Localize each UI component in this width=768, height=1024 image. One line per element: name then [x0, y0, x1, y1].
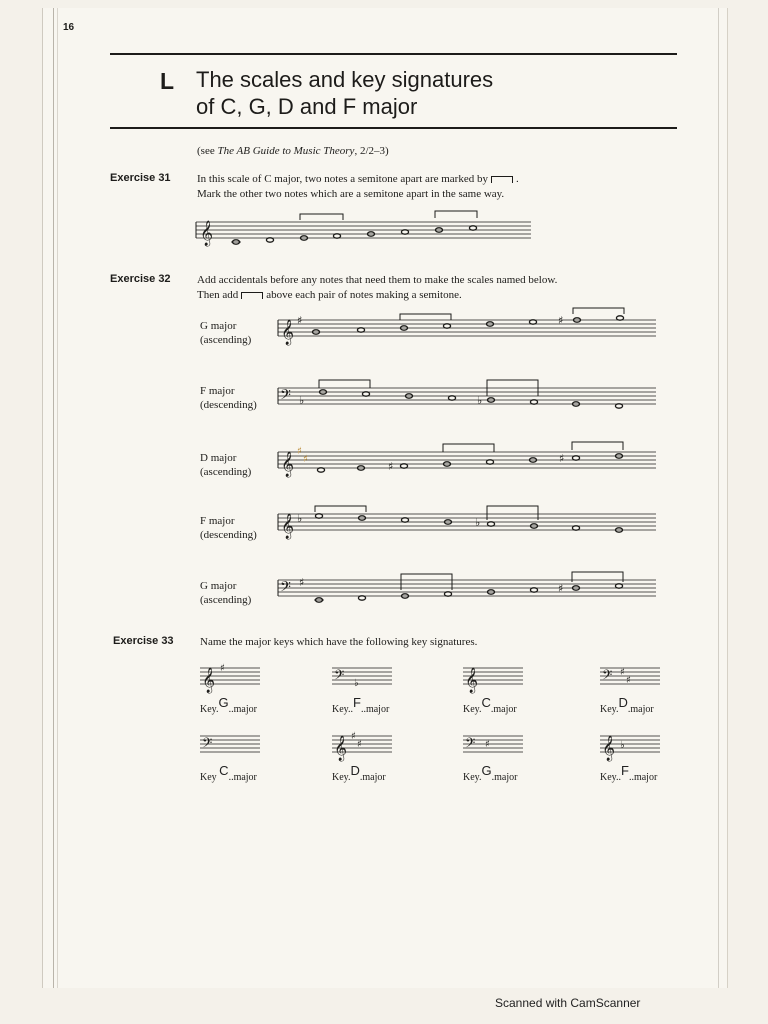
exercise-32-line2 — [197, 288, 557, 303]
pencil-sharp-icon: ♯ — [297, 446, 302, 457]
treble-clef-icon: 𝄞 — [465, 668, 479, 693]
key-suffix: major — [493, 704, 517, 715]
scale-label — [200, 319, 251, 347]
exercise-31-staff — [196, 206, 536, 252]
key-suffix: major — [233, 772, 257, 783]
svg-text:♯: ♯ — [558, 582, 564, 595]
key-signature-item — [200, 662, 300, 722]
title-rule — [110, 127, 677, 129]
key-answer-line: Key.G.major — [463, 763, 518, 783]
exercise-32-line2-text: Then add — [197, 289, 239, 301]
exercise-32-label: Exercise 32 — [110, 273, 171, 285]
reference-suffix: , 2/2–3) — [354, 145, 389, 157]
bass-clef-icon: 𝄢 — [280, 387, 291, 407]
key-answer: F — [621, 763, 629, 778]
flat-icon: ♭ — [299, 394, 305, 407]
exercise-31-line1-text: In this scale of C major, two notes a semitone apart are marked by — [197, 173, 488, 185]
key-signature-staff — [600, 662, 664, 698]
scale-key: F major — [200, 515, 235, 527]
scale-direction: (ascending) — [200, 466, 252, 478]
treble-clef-icon: 𝄞 — [202, 668, 216, 693]
reference-line — [197, 145, 389, 157]
bass-clef-icon: 𝄢 — [465, 735, 476, 754]
key-answer: C — [481, 695, 491, 710]
key-suffix: major — [633, 772, 658, 783]
key-signature-staff — [200, 730, 264, 766]
flat-icon: ♭ — [620, 740, 625, 751]
treble-clef-icon: 𝄞 — [334, 736, 348, 761]
key-signature-item — [463, 662, 563, 722]
key-signature-item — [600, 730, 700, 790]
key-signature-staff — [600, 730, 664, 766]
scale-key: G major — [200, 580, 237, 592]
page-title — [196, 66, 493, 120]
scale-key: F major — [200, 385, 235, 397]
exercise-31-line1 — [197, 172, 519, 187]
key-prefix: Key — [600, 704, 617, 715]
key-answer-line: Key.G..major — [200, 695, 257, 715]
section-letter: L — [160, 68, 175, 94]
scanner-watermark: Scanned with CamScanner — [495, 996, 641, 1010]
sharp-icon: ♯ — [220, 663, 225, 674]
scale-direction: (descending) — [200, 399, 257, 411]
key-suffix: major — [365, 704, 390, 715]
treble-clef-icon: 𝄞 — [200, 221, 214, 246]
staff-lines — [196, 222, 531, 238]
page-title-line2: of C, G, D and F major — [196, 94, 418, 119]
scale-key: D major — [200, 452, 237, 464]
key-suffix: major — [362, 772, 386, 783]
sharp-icon: ♯ — [620, 667, 625, 678]
key-answer: C — [219, 763, 229, 778]
flat-icon: ♭ — [297, 512, 303, 525]
sharp-icon: ♯ — [351, 731, 356, 742]
reference-book: The AB Guide to Music Theory — [217, 145, 355, 157]
exercise-32-instructions — [197, 273, 557, 303]
svg-text:♯: ♯ — [559, 452, 565, 465]
key-prefix: Key — [332, 704, 349, 715]
page-edge-line — [718, 8, 719, 988]
key-answer-line: Key.D.major — [600, 695, 654, 715]
page-number: 16 — [63, 22, 75, 33]
sharp-icon: ♯ — [626, 675, 631, 686]
scale-key: G major — [200, 320, 237, 332]
bass-clef-icon: 𝄢 — [602, 667, 613, 686]
key-prefix: Key — [200, 704, 217, 715]
note-d — [266, 238, 273, 242]
f-major-descending-treble-staff — [278, 498, 660, 544]
key-prefix: Key — [332, 772, 349, 783]
scale-label — [200, 514, 257, 542]
key-answer: D — [350, 763, 360, 778]
key-answer: D — [618, 695, 628, 710]
key-prefix: Key — [463, 704, 480, 715]
treble-clef-icon: 𝄞 — [602, 736, 616, 761]
page-title-line1: The scales and key signatures — [196, 67, 494, 92]
f-major-descending-bass-staff — [278, 370, 660, 416]
note-f — [333, 234, 340, 238]
treble-clef-icon: 𝄞 — [281, 320, 295, 345]
flat-icon: ♭ — [477, 394, 483, 407]
key-signature-staff — [463, 662, 527, 698]
scale-direction: (ascending) — [200, 334, 252, 346]
reference-prefix: (see — [197, 145, 218, 157]
key-answer: G — [481, 763, 492, 778]
exercise-32-line1: Add accidentals before any notes that need them to make the scales named below. — [197, 274, 558, 286]
key-answer-line: Key..F..major — [332, 695, 390, 715]
key-signature-staff — [200, 662, 264, 698]
semitone-bracket-icon — [491, 176, 513, 183]
semitone-bracket-icon — [241, 292, 263, 299]
scale-direction: (ascending) — [200, 594, 252, 606]
key-signature-staff — [332, 662, 396, 698]
key-signature-item — [200, 730, 300, 790]
sharp-icon: ♯ — [558, 314, 564, 327]
bass-clef-icon: 𝄢 — [334, 667, 345, 686]
scale-direction: (descending) — [200, 529, 257, 541]
scale-label — [200, 451, 251, 479]
bass-clef-icon: 𝄢 — [280, 579, 291, 599]
scale-label — [200, 384, 257, 412]
bass-clef-icon: 𝄢 — [202, 735, 213, 754]
key-answer-line: Key..F..major — [600, 763, 658, 783]
exercise-31-label: Exercise 31 — [110, 172, 171, 184]
semitone-brackets — [300, 211, 477, 220]
key-prefix: Key — [600, 772, 617, 783]
key-signature-item — [463, 730, 563, 790]
treble-clef-icon: 𝄞 — [281, 514, 295, 539]
d-major-ascending-staff — [278, 436, 660, 482]
svg-text:♯: ♯ — [388, 460, 394, 473]
key-suffix: major — [494, 772, 518, 783]
key-answer: F — [353, 695, 361, 710]
key-answer: G — [218, 695, 229, 710]
sharp-icon: ♯ — [357, 739, 362, 750]
page-edge-line — [57, 8, 58, 988]
sharp-icon: ♯ — [299, 576, 305, 589]
exercise-33-label: Exercise 33 — [113, 635, 174, 647]
key-signature-staff — [463, 730, 527, 766]
sharp-icon: ♯ — [485, 739, 490, 750]
key-suffix: major — [630, 704, 654, 715]
scale-notes — [231, 226, 477, 244]
sharp-icon: ♯ — [297, 314, 303, 327]
exercise-31-instructions — [197, 172, 519, 202]
treble-clef-icon: 𝄞 — [281, 452, 295, 477]
g-major-ascending-staff — [278, 304, 660, 348]
key-answer-line: Key.D.major — [332, 763, 386, 783]
g-major-ascending-bass-staff — [278, 564, 660, 610]
key-answer-line: Key C..major — [200, 763, 257, 783]
page-edge-line — [53, 8, 54, 988]
scale-label — [200, 579, 251, 607]
key-prefix: Key — [200, 772, 217, 783]
pencil-sharp-icon: ♯ — [303, 454, 308, 465]
exercise-31-line2: Mark the other two notes which are a semitone apart in the same way. — [197, 188, 505, 200]
key-answer-line: Key.C.major — [463, 695, 517, 715]
note-c-high — [469, 226, 476, 230]
key-suffix: major — [233, 704, 257, 715]
key-signature-item — [332, 662, 432, 722]
note-a — [401, 230, 408, 234]
exercise-31-line1-end: . — [515, 173, 519, 185]
flat-icon: ♭ — [354, 678, 359, 689]
svg-text:♭: ♭ — [475, 516, 481, 529]
exercise-33-instruction: Name the major keys which have the following key signatures. — [200, 636, 478, 648]
key-signature-staff — [332, 730, 396, 766]
top-rule — [110, 53, 677, 55]
exercise-32-line2-end: above each pair of notes making a semitone. — [266, 289, 462, 301]
key-signature-item — [600, 662, 700, 722]
key-prefix: Key — [463, 772, 480, 783]
key-signature-item — [332, 730, 432, 790]
